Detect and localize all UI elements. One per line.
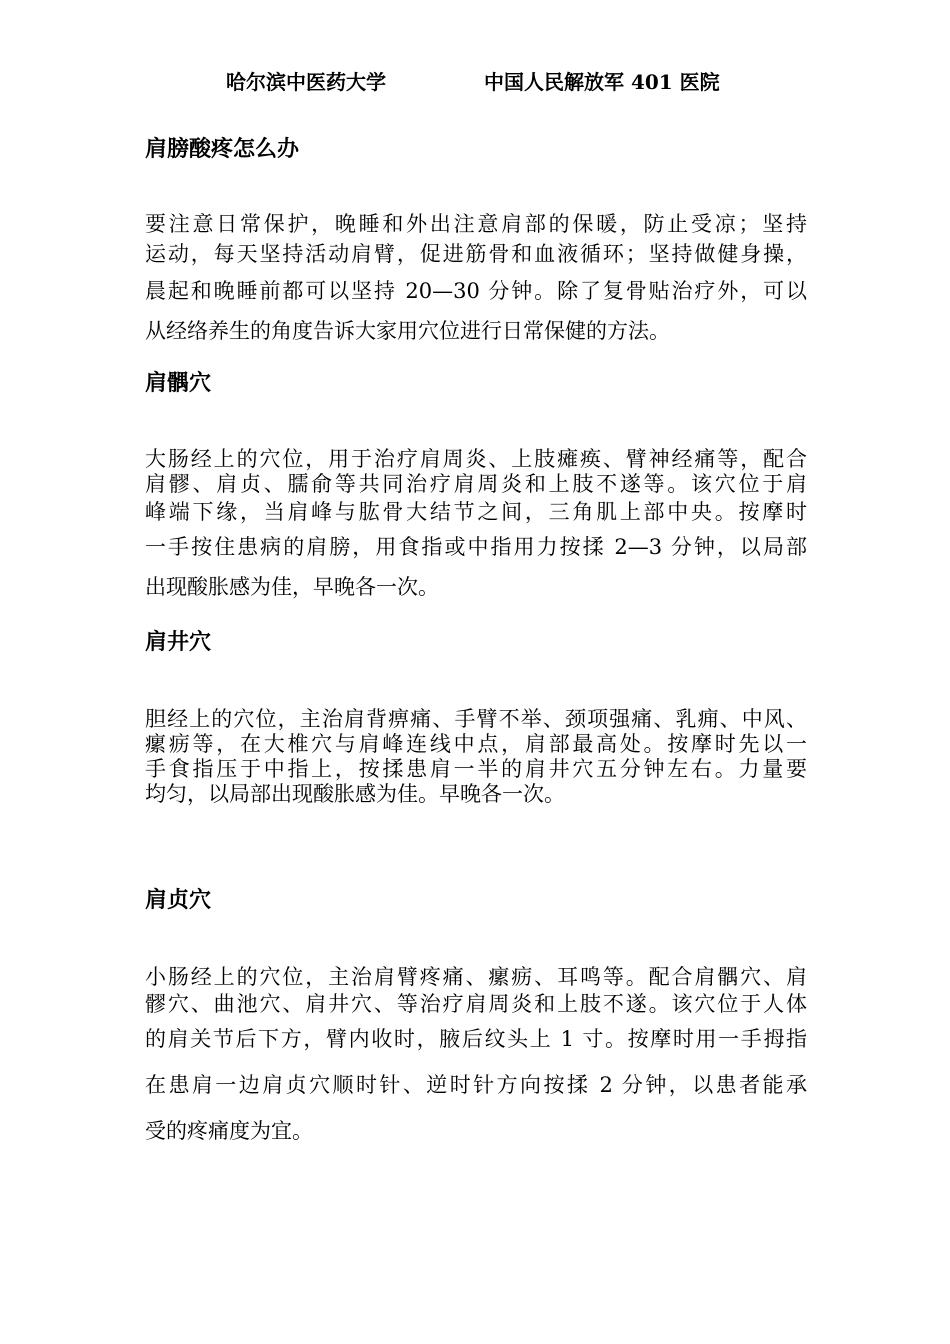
section-body-jianjing-point (145, 707, 807, 807)
section-body-shoulder-pain (145, 212, 807, 351)
paragraph-line: 峰端下缘，当肩峰与肱骨大结节之间，三角肌上部中央。按摩时 (145, 500, 807, 524)
paragraph-line: 晨起和晚睡前都可以坚持 20—30 分钟。除了复骨贴治疗外，可以 (145, 279, 807, 303)
header-university: 哈尔滨中医药大学 (226, 70, 386, 94)
paragraph-line: 均匀，以局部出现酸胀感为佳。早晚各一次。 (145, 782, 565, 806)
section-title-shoulder-pain: 肩膀酸疼怎么办 (145, 137, 300, 162)
paragraph-line: 运动，每天坚持活动肩臂，促进筋骨和血液循环；坚持做健身操， (145, 242, 807, 266)
header-hospital: 中国人民解放军 401 医院 (484, 70, 720, 94)
paragraph-line: 胆经上的穴位，主治肩背痹痛、手臂不举、颈项强痛、乳痈、中风、 (145, 707, 807, 731)
paragraph-line: 髎穴、曲池穴、肩井穴、等治疗肩周炎和上肢不遂。该穴位于人体 (145, 992, 807, 1016)
section-title-jianzhen-point: 肩贞穴 (145, 888, 212, 913)
paragraph-line: 瘰疬等，在大椎穴与肩峰连线中点，肩部最高处。按摩时先以一 (145, 732, 807, 756)
paragraph-line: 一手按住患病的肩膀，用食指或中指用力按揉 2—3 分钟，以局部 (145, 535, 807, 559)
paragraph-line: 在患肩一边肩贞穴顺时针、逆时针方向按揉 2 分钟，以患者能承 (145, 1073, 807, 1097)
paragraph-line: 手食指压于中指上，按揉患肩一半的肩井穴五分钟左右。力量要 (145, 757, 807, 781)
paragraph-line: 出现酸胀感为佳，早晚各一次。 (145, 575, 439, 599)
section-body-jianyu-point (145, 447, 807, 607)
section-title-jianyu-point: 肩髃穴 (145, 371, 212, 396)
paragraph-line: 小肠经上的穴位，主治肩臂疼痛、瘰疬、耳鸣等。配合肩髃穴、肩 (145, 965, 807, 989)
section-body-jianzhen-point (145, 965, 807, 1152)
paragraph-line: 的肩关节后下方，臂内收时，腋后纹头上 1 寸。按摩时用一手拇指 (145, 1027, 807, 1051)
paragraph-line: 要注意日常保护，晚睡和外出注意肩部的保暖，防止受凉；坚持 (145, 212, 807, 236)
paragraph-line: 大肠经上的穴位，用于治疗肩周炎、上肢瘫痪、臂神经痛等，配合 (145, 447, 807, 471)
section-title-jianjing-point: 肩井穴 (145, 630, 212, 655)
paragraph-line: 肩髎、肩贞、臑俞等共同治疗肩周炎和上肢不遂等。该穴位于肩 (145, 472, 807, 496)
paragraph-line: 从经络养生的角度告诉大家用穴位进行日常保健的方法。 (145, 319, 670, 343)
paragraph-line: 受的疼痛度为宜。 (145, 1119, 313, 1143)
